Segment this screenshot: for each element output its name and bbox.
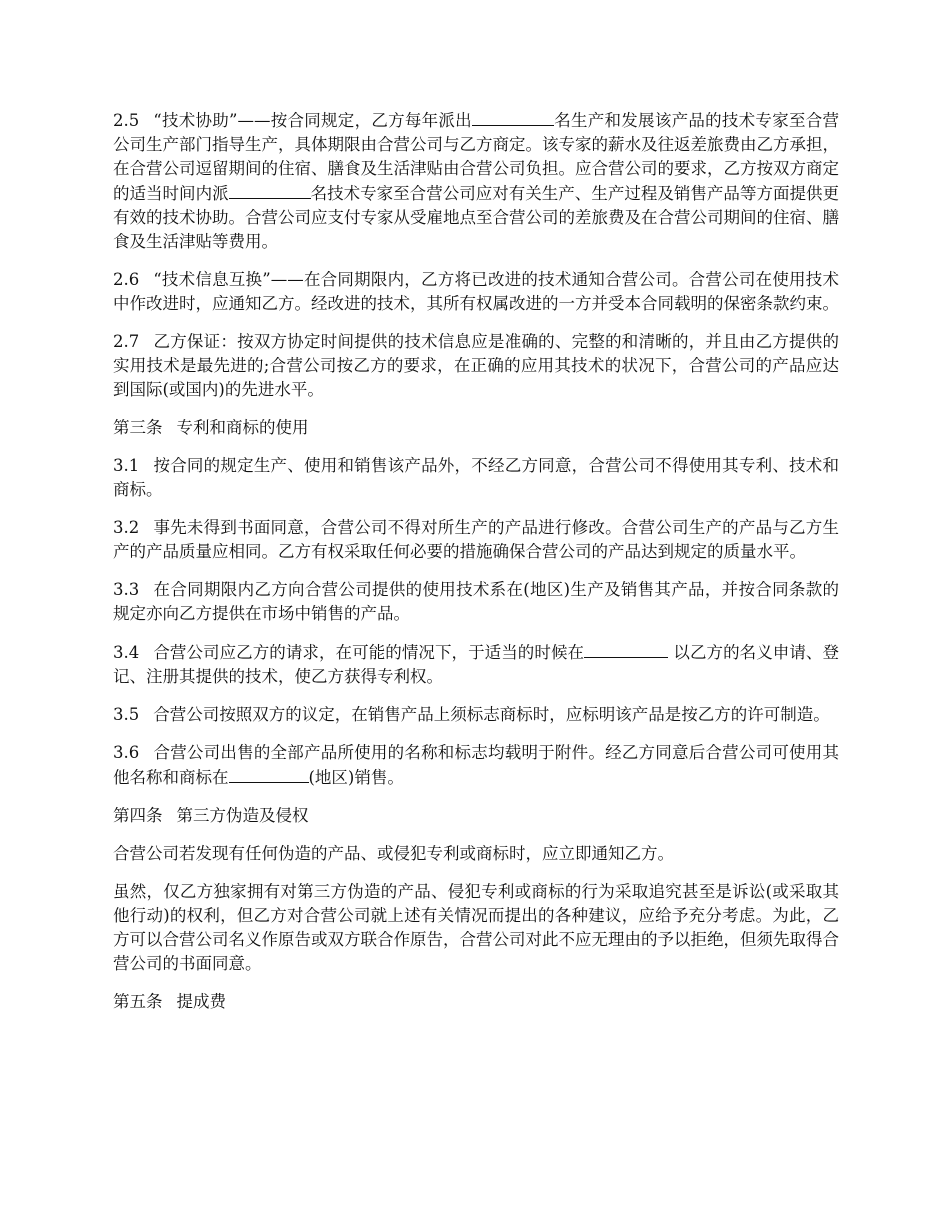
article-label: 第四条 (113, 806, 163, 825)
clause-number: 2.7 (113, 332, 140, 351)
clause-3-1 (113, 454, 839, 502)
article-3-heading (113, 416, 839, 440)
clause-3-2 (113, 516, 839, 564)
clause-3-5 (113, 703, 839, 727)
clause-3-6 (113, 741, 839, 790)
clause-text: 乙方保证：按双方协定时间提供的技术信息应是准确的、完整的和清晰的，并且由乙方提供的实用技术是最先进的;合营公司按乙方的要求，在正确的应用其技术的状况下，合营公司的产品应达到国际(或国内)的先进水平。 (113, 332, 839, 399)
clause-3-3 (113, 578, 839, 626)
clause-text: 以乙方的名义申请、登记、注册其提供的技术，使乙方获得专利权。 (113, 643, 839, 686)
clause-text: 在合同期限内乙方向合营公司提供的使用技术系在(地区)生产及销售其产品，并按合同条款的规定亦向乙方提供在市场中销售的产品。 (113, 580, 839, 623)
article-4-heading (113, 804, 839, 828)
article-title: 提成费 (176, 992, 226, 1011)
clause-text: 名生产和发展该产品的技术专家至合营公司生产部门指导生产，具体期限由合营公司与乙方商定。该专家的薪水及往返差旅费由乙方承担，在合营公司逗留期间的住宿、膳食及生活津贴由合营公司负担。应合营公司的要求，乙方按双方商定的适当时间内派 (113, 111, 840, 203)
clause-text: 按合同的规定生产、使用和销售该产品外，不经乙方同意，合营公司不得使用其专利、技术和商标。 (113, 456, 839, 499)
fill-in-blank[interactable] (229, 181, 311, 199)
clause-text: 合营公司应乙方的请求，在可能的情况下，于适当的时候在 (153, 643, 585, 662)
clause-2-6 (113, 268, 839, 316)
clause-3-4 (113, 640, 839, 689)
fill-in-blank[interactable] (472, 108, 554, 126)
clause-text: 事先未得到书面同意，合营公司不得对所生产的产品进行修改。合营公司生产的产品与乙方生产的产品质量应相同。乙方有权采取任何必要的措施确保合营公司的产品达到规定的质量水平。 (113, 518, 839, 561)
clause-2-7 (113, 330, 839, 402)
document-page (113, 108, 839, 1028)
clause-number: 3.6 (113, 743, 140, 762)
article-title: 第三方伪造及侵权 (176, 806, 309, 825)
clause-number: 3.2 (113, 518, 140, 537)
clause-number: 3.1 (113, 456, 140, 475)
clause-2-5 (113, 108, 839, 254)
clause-text: “技术信息互换”——在合同期限内，乙方将已改进的技术通知合营公司。合营公司在使用技术中作改进时，应通知乙方。经改进的技术，其所有权属改进的一方并受本合同载明的保密条款约束。 (113, 270, 839, 313)
clause-text: “技术协助”——按合同规定，乙方每年派出 (153, 111, 472, 130)
clause-text: 合营公司出售的全部产品所使用的名称和标志均载明于附件。经乙方同意后合营公司可使用其他名称和商标在 (113, 743, 839, 787)
article-title: 专利和商标的使用 (176, 418, 309, 437)
article-label: 第五条 (113, 992, 163, 1011)
article-4-paragraph-2 (113, 880, 839, 976)
clause-text: (地区)销售。 (308, 768, 404, 787)
clause-text: 合营公司按照双方的议定，在销售产品上须标志商标时，应标明该产品是按乙方的许可制造。 (153, 705, 830, 724)
fill-in-blank[interactable] (584, 640, 668, 658)
article-4-paragraph-1 (113, 842, 839, 866)
clause-number: 3.5 (113, 705, 140, 724)
paragraph-text: 虽然，仅乙方独家拥有对第三方伪造的产品、侵犯专利或商标的行为采取追究甚至是诉讼(或采取其他行动)的权利，但乙方对合营公司就上述有关情况而提出的各种建议，应给予充分考虑。为此，乙方可以合营公司名义作原告或双方联合作原告，合营公司对此不应无理由的予以拒绝，但须先取得合营公司的书面同意。 (113, 882, 839, 973)
clause-number: 2.5 (113, 111, 140, 130)
clause-number: 2.6 (113, 270, 140, 289)
article-label: 第三条 (113, 418, 163, 437)
article-5-heading (113, 990, 839, 1014)
clause-text: 名技术专家至合营公司应对有关生产、生产过程及销售产品等方面提供更有效的技术协助。合营公司应支付专家从受雇地点至合营公司的差旅费及在合营公司期间的住宿、膳食及生活津贴等费用。 (113, 184, 840, 251)
clause-number: 3.3 (113, 580, 140, 599)
paragraph-text: 合营公司若发现有任何伪造的产品、或侵犯专利或商标时，应立即通知乙方。 (113, 844, 674, 863)
clause-number: 3.4 (113, 643, 140, 662)
fill-in-blank[interactable] (229, 765, 309, 783)
